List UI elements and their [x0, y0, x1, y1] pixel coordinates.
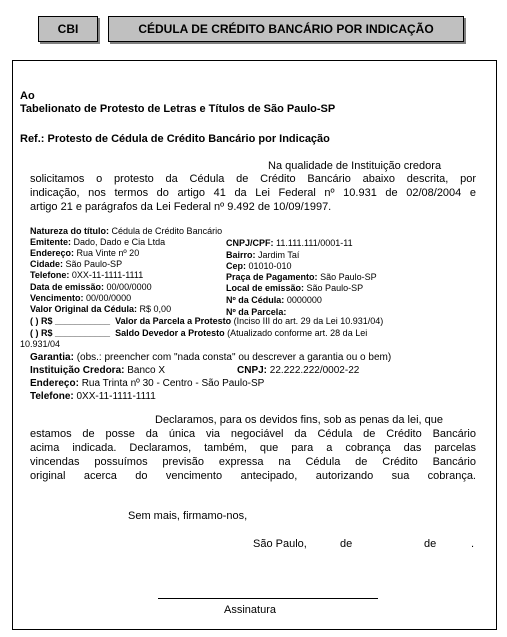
creditor-telefone-row: Telefone: 0XX-11-1111-1111: [30, 391, 156, 402]
declaration-line-4: vincendas possuímos previsão expressa na Cédula de Crédito Bancário: [30, 456, 476, 468]
intro-line-4: artigo 21 e parágrafos da Lei Federal nº 9.492 de 10/09/1997.: [30, 201, 332, 213]
num-parcela-row: Nº da Parcela:: [226, 307, 287, 317]
document-title: CÉDULA DE CRÉDITO BANCÁRIO POR INDICAÇÃO: [138, 22, 434, 36]
closing-city: São Paulo,: [253, 538, 307, 550]
parcela-row[interactable]: ( ) R$ ___________ Valor da Parcela a Protesto (Inciso III do art. 29 da Lei 10.931/04): [30, 316, 384, 326]
reference-line: Ref.: Protesto de Cédula de Crédito Bancário por Indicação: [20, 133, 330, 145]
saldo-row[interactable]: ( ) R$ ___________ Saldo Devedor a Protesto (Atualizado conforme art. 28 da Lei: [30, 328, 368, 338]
document-code-box: [38, 16, 98, 42]
document-title-box: [108, 16, 464, 42]
instituicao-row: Instituição Credora: Banco X: [30, 365, 166, 376]
declaration-line-3: acima indicada. Declaramos, também, que para a cobrança das parcelas: [30, 442, 476, 454]
emitente-row: Emitente: Dado, Dado e Cia Ltda: [30, 237, 166, 247]
cep-row: Cep: 01010-010: [226, 261, 292, 271]
creditor-cnpj-row: CNPJ: 22.222.222/0002-22: [237, 365, 360, 376]
garantia-row: Garantia: (obs.: preencher com "nada consta" ou descrever a garantia ou o bem): [30, 352, 392, 363]
vencimento-row: Vencimento: 00/00/0000: [30, 293, 132, 303]
intro-line-2: solicitamos o protesto da Cédula de Crédito Bancário abaixo descrita, por: [30, 173, 476, 185]
local-row: Local de emissão: São Paulo-SP: [226, 283, 364, 293]
cnpj-row: CNPJ/CPF: 11.111.111/0001-11: [226, 238, 353, 248]
num-cedula-row: Nº da Cédula: 0000000: [226, 295, 322, 305]
address-to: Ao: [20, 90, 35, 102]
telefone-row: Telefone: 0XX-11-1111-1111: [30, 270, 144, 280]
cidade-row: Cidade: São Paulo-SP: [30, 259, 123, 269]
closing-text: Sem mais, firmamo-nos,: [128, 510, 248, 522]
intro-line-3: indicação, nos termos do artigo 41 da Lei Federal nº 10.931 de 02/08/2004 e: [30, 187, 476, 199]
closing-de-1: de: [340, 538, 353, 550]
praca-row: Praça de Pagamento: São Paulo-SP: [226, 272, 377, 282]
intro-line-1: Na qualidade de Instituição credora: [268, 160, 442, 172]
closing-de-2: de: [424, 538, 437, 550]
saldo-note-continuation: 10.931/04: [20, 339, 61, 349]
declaration-line-1: Declaramos, para os devidos fins, sob as penas da lei, que: [155, 414, 443, 426]
closing-period: .: [471, 538, 475, 550]
bairro-row: Bairro: Jardim Taí: [226, 250, 300, 260]
address-recipient: Tabelionato de Protesto de Letras e Títulos de São Paulo-SP: [20, 103, 336, 115]
creditor-endereco-row: Endereço: Rua Trinta nº 30 - Centro - São Paulo-SP: [30, 378, 265, 389]
declaration-line-5: original acerca do vencimento antecipado, autorizando sua cobrança.: [30, 470, 476, 482]
emissao-row: Data de emissão: 00/00/0000: [30, 282, 152, 292]
signature-line: [158, 598, 378, 599]
signature-label: Assinatura: [224, 604, 276, 616]
document-code: CBI: [57, 22, 79, 36]
natureza-row: Natureza do título: Cédula de Crédito Bancário: [30, 226, 223, 236]
endereco-row: Endereço: Rua Vinte nº 20: [30, 248, 140, 258]
declaration-line-2: estamos de posse da única via negociável da Cédula de Crédito Bancário: [30, 428, 476, 440]
valor-original-row: Valor Original da Cédula: R$ 0,00: [30, 304, 172, 314]
